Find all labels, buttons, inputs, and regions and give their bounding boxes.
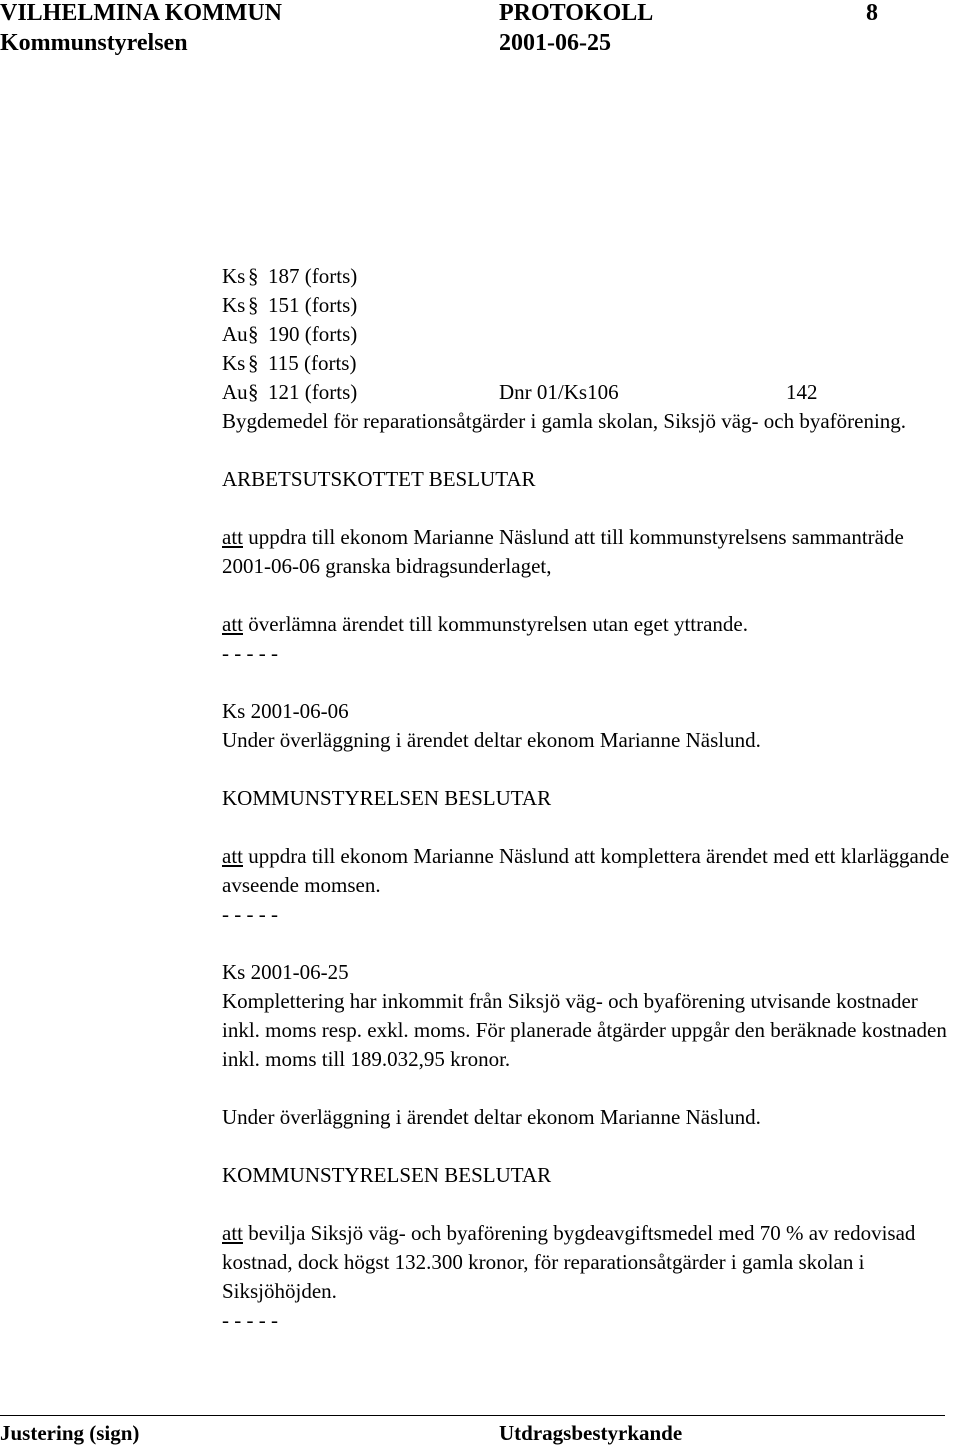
section-symbol: §: [248, 322, 259, 346]
ks2-heading: KOMMUNSTYRELSEN BESLUTAR: [222, 1163, 552, 1187]
reference-row: [222, 378, 958, 407]
reference-row: [222, 262, 958, 291]
att-keyword: att: [222, 525, 243, 549]
ks1-date: Ks 2001-06-06: [222, 699, 349, 723]
footer-justering-label: Justering (sign): [0, 1421, 140, 1445]
header-date: 2001-06-25: [499, 30, 611, 56]
footer-utdragsbestyrkande-label: Utdragsbestyrkande: [499, 1421, 683, 1445]
reference-row: [222, 291, 958, 320]
reference-prefix: Ks: [222, 293, 246, 317]
ks2-date: Ks 2001-06-25: [222, 960, 349, 984]
reference-text: 121 (forts): [268, 380, 358, 404]
separator: - - - - -: [222, 902, 278, 926]
header-municipality: VILHELMINA KOMMUN: [0, 0, 282, 26]
decision-text: bevilja Siksjö väg- och byaförening bygdeavgiftsmedel med 70 % av redovisad kostnad, dock högst 132.300 kronor, för reparationsåtgärder i gamla skolan i Siksjöhöjden.: [222, 1221, 916, 1303]
decision-text: överlämna ärendet till kommunstyrelsen utan eget yttrande.: [243, 612, 749, 636]
subject-title: Bygdemedel för reparationsåtgärder i gamla skolan, Siksjö väg- och byaförening.: [222, 409, 907, 433]
ks1-note: Under överläggning i ärendet deltar ekonom Marianne Näslund.: [222, 728, 761, 752]
ks2-note: Under överläggning i ärendet deltar ekonom Marianne Näslund.: [222, 1105, 761, 1129]
separator: - - - - -: [222, 1308, 278, 1332]
ks2-decision: [222, 1219, 958, 1306]
reference-prefix: Ks: [222, 351, 246, 375]
ks1-heading: KOMMUNSTYRELSEN BESLUTAR: [222, 786, 552, 810]
att-keyword: att: [222, 612, 243, 636]
reference-row: [222, 349, 958, 378]
reference-text: 151 (forts): [268, 293, 358, 317]
paragraph-number: 142: [786, 380, 818, 404]
reference-text: 187 (forts): [268, 264, 358, 288]
reference-row: [222, 320, 958, 349]
section-symbol: §: [248, 380, 259, 404]
decision-text: uppdra till ekonom Marianne Näslund att komplettera ärendet med ett klarläggande avseende momsen.: [222, 844, 950, 897]
header-doc-type: PROTOKOLL: [499, 0, 654, 26]
reference-text: 115 (forts): [268, 351, 357, 375]
reference-prefix: Ks: [222, 264, 246, 288]
au-decision-1: [222, 523, 958, 581]
section-symbol: §: [248, 264, 259, 288]
header-body: Kommunstyrelsen: [0, 30, 188, 56]
separator: - - - - -: [222, 641, 278, 665]
reference-list: [222, 262, 958, 407]
reference-text: 190 (forts): [268, 322, 358, 346]
att-keyword: att: [222, 1221, 243, 1245]
au-heading: ARBETSUTSKOTTET BESLUTAR: [222, 467, 536, 491]
ks1-decision: [222, 842, 958, 900]
au-decision-2: [222, 610, 958, 639]
protocol-body: [222, 262, 958, 1335]
diary-number: Dnr 01/Ks106: [499, 380, 619, 404]
header-page-number: 8: [866, 0, 878, 26]
att-keyword: att: [222, 844, 243, 868]
section-symbol: §: [248, 293, 259, 317]
reference-prefix: Au: [222, 380, 248, 404]
section-symbol: §: [248, 351, 259, 375]
reference-prefix: Au: [222, 322, 248, 346]
ks2-text: Komplettering har inkommit från Siksjö väg- och byaförening utvisande kostnader inkl. moms resp. exkl. moms. För planerade åtgärder uppgår den beräknade kostnaden inkl. moms till 189.032,95 kronor.: [222, 989, 947, 1071]
decision-text: uppdra till ekonom Marianne Näslund att till kommunstyrelsens sammanträde 2001-06-06 granska bidragsunderlaget,: [222, 525, 904, 578]
footer-divider: [0, 1415, 945, 1416]
